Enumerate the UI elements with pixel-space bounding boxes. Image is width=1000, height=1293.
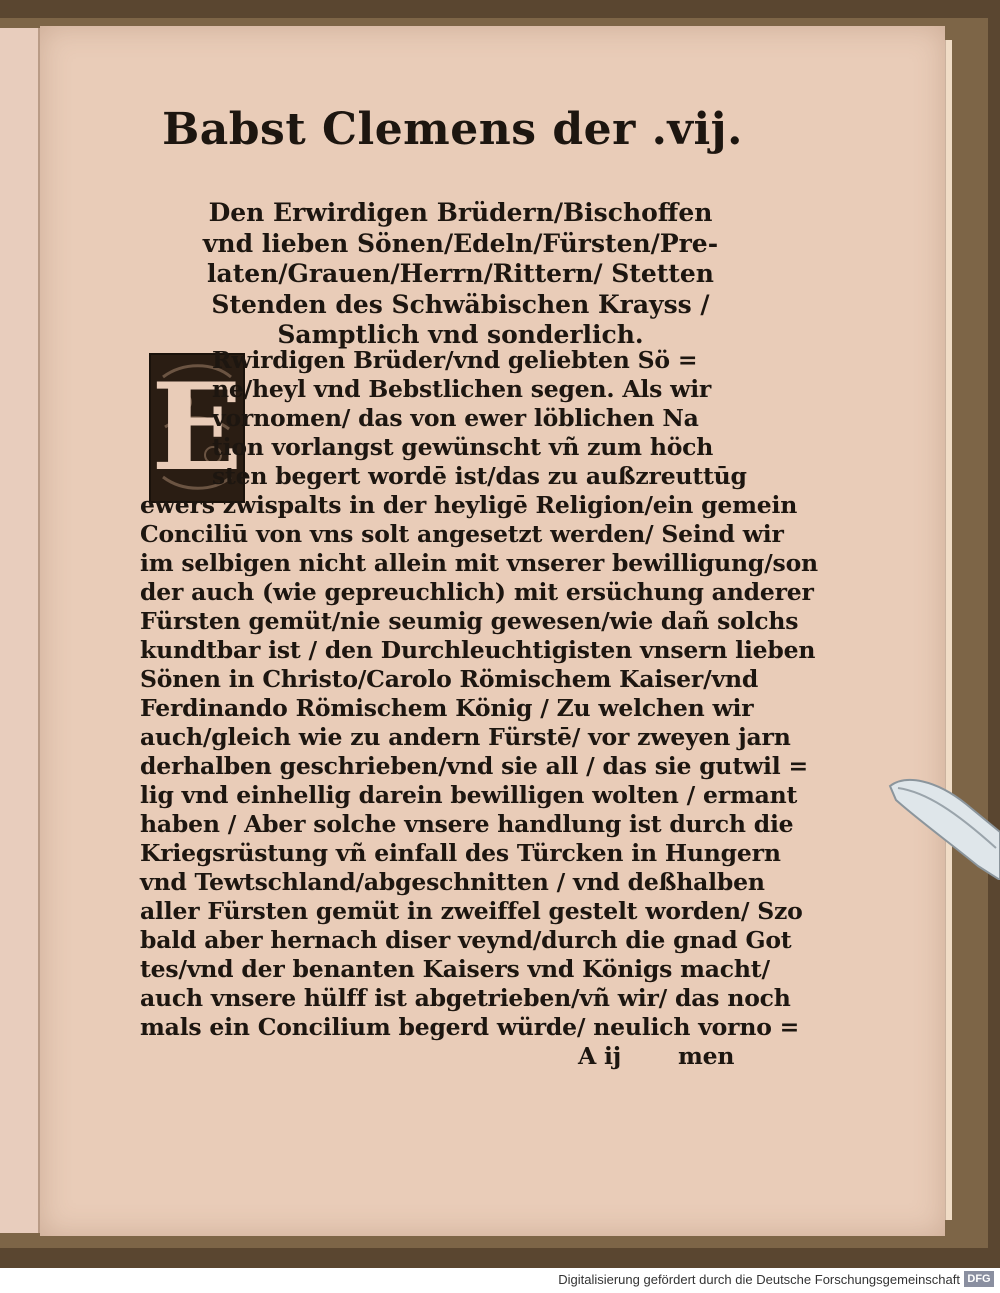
body-line: derhalben geschrieben/vnd sie all / das sie gutwil = [140, 752, 808, 780]
body-line: Rwirdigen Brüder/vnd geliebten Sö = [212, 346, 698, 374]
body-line: aller Fürsten gemüt in zweiffel gestelt worden/ Szo [140, 897, 803, 925]
body-line: haben / Aber solche vnsere handlung ist durch die [140, 810, 794, 838]
body-line: auch/gleich wie zu andern Fürstē/ vor zweyen jarn [140, 723, 791, 751]
body-line: kundtbar ist / den Durchleuchtigisten vnsern lieben [140, 636, 816, 664]
body-line: Sönen in Christo/Carolo Römischem Kaiser/vnd [140, 665, 759, 693]
address-line: laten/Grauen/Herrn/Rittern/ Stetten [207, 259, 714, 288]
body-line: Conciliū von vns solt angesetzt werden/ Seind wir [140, 520, 784, 548]
footer-credit: Digitalisierung gefördert durch die Deutsche Forschungsgemeinschaft [558, 1272, 960, 1287]
body-line: mals ein Concilium begerd würde/ neulich vorno = [140, 1013, 800, 1041]
body-line: ne/heyl vnd Bebstlichen segen. Als wir [212, 375, 712, 403]
catchword: men [678, 1042, 735, 1070]
initial-letter: E [151, 357, 243, 498]
address-line: Den Erwirdigen Brüdern/Bischoffen [208, 198, 713, 227]
book-page [40, 26, 945, 1236]
body-line: Fürsten gemüt/nie seumig gewesen/wie dañ solchs [140, 607, 799, 635]
body-line: vornomen/ das von ewer löblichen Na [212, 404, 699, 432]
signature-mark: A ij [578, 1042, 622, 1070]
body-line: lig vnd einhellig darein bewilligen wolten / ermant [140, 781, 798, 809]
body-line: auch vnsere hülff ist abgetrieben/vñ wir/ das noch [140, 984, 791, 1012]
body-line: tion vorlangst gewünscht vñ zum höch [212, 433, 714, 461]
footer [0, 1268, 1000, 1293]
page-stack-edge [945, 40, 952, 1220]
body-line: im selbigen nicht allein mit vnserer bewilligung/son [140, 549, 818, 577]
address-line: Samptlich vnd sonderlich. [277, 320, 644, 349]
body-line: vnd Tewtschland/abgeschnitten / vnd deßhalben [140, 868, 765, 896]
body-line: der auch (wie gepreuchlich) mit ersüchung anderer [140, 578, 814, 606]
body-line: ewers zwispalts in der heyligē Religion/ein gemein [140, 491, 798, 519]
dfg-logo: DFG [964, 1271, 994, 1287]
body-line: bald aber hernach diser veynd/durch die gnad Got [140, 926, 792, 954]
body-line: sten begert wordē ist/das zu außzreuttūg [212, 462, 747, 490]
body-line: Kriegsrüstung vñ einfall des Türcken in Hungern [140, 839, 781, 867]
body-text [40, 26, 945, 1236]
body-line: Ferdinando Römischem König / Zu welchen wir [140, 694, 754, 722]
address-line: vnd lieben Sönen/Edeln/Fürsten/Pre- [202, 228, 719, 258]
page-title: Babst Clemens der .vij. [162, 104, 743, 155]
reading-pointer-icon [886, 770, 1000, 880]
body-line: tes/vnd der benanten Kaisers vnd Königs macht/ [140, 955, 770, 983]
address-line: Stenden des Schwäbischen Krayss / [211, 289, 710, 319]
